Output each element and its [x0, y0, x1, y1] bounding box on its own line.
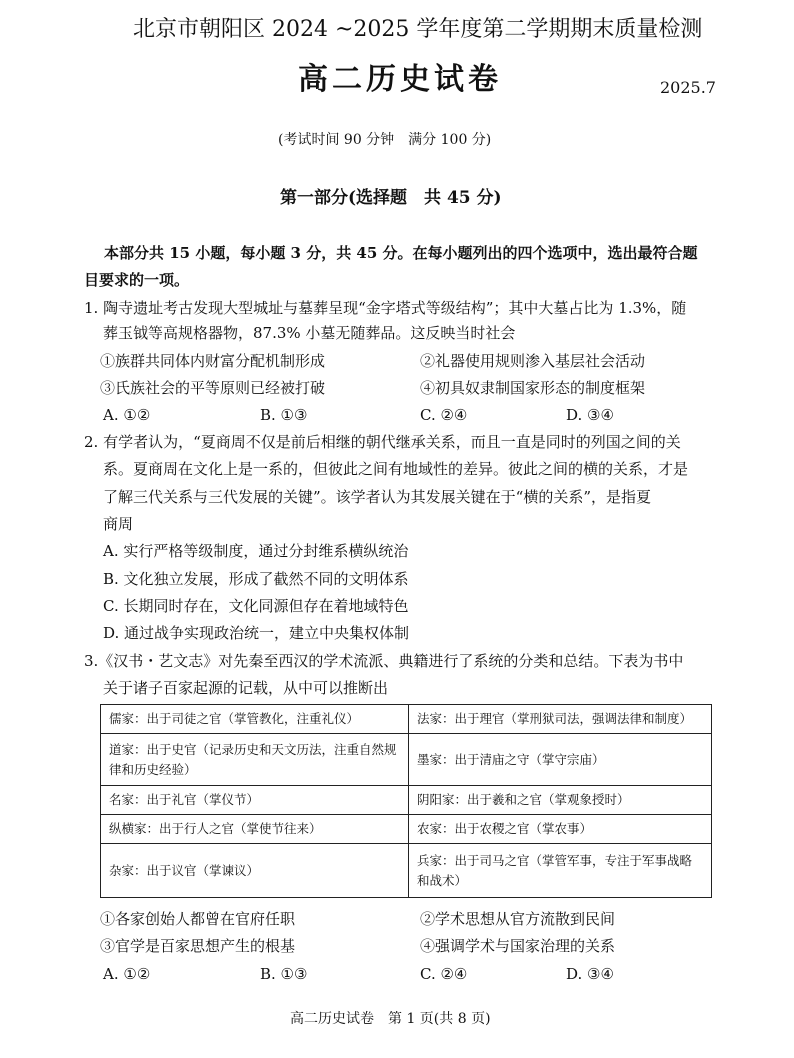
q1-option-c[interactable]: C. ②④ — [420, 406, 468, 424]
q2-stem-line-2: 系。夏商周在文化上是一系的，但彼此之间有地域性的差异。彼此之间的横的关系，才是 — [103, 460, 689, 478]
q2-stem-line-1: 2. 有学者认为，“夏商周不仅是前后相继的朝代继承关系，而且一直是同时的列国之间的关 — [84, 433, 681, 451]
q2-option-c[interactable]: C. 长期同时存在，文化同源但存在着地域特色 — [103, 597, 409, 615]
q2-option-b[interactable]: B. 文化独立发展，形成了截然不同的文明体系 — [103, 570, 409, 588]
q3-statement-2: ②学术思想从官方流散到民间 — [420, 910, 616, 928]
q1-statement-2: ②礼器使用规则渗入基层社会活动 — [420, 352, 646, 370]
table-cell: 墨家：出于清庙之守（掌守宗庙） — [409, 734, 712, 786]
q3-stem-line-2: 关于诸子百家起源的记载，从中可以推断出 — [103, 679, 389, 697]
q1-option-b[interactable]: B. ①③ — [260, 406, 308, 424]
exam-date: 2025.7 — [660, 78, 716, 97]
table-cell: 阴阳家：出于羲和之官（掌观象授时） — [409, 786, 712, 815]
q1-statement-1: ①族群共同体内财富分配机制形成 — [100, 352, 326, 370]
q1-stem-line-2: 葬玉钺等高规格器物，87.3% 小墓无随葬品。这反映当时社会 — [103, 324, 516, 342]
q1-statement-4: ④初具奴隶制国家形态的制度框架 — [420, 379, 646, 397]
q1-option-a[interactable]: A. ①② — [103, 406, 151, 424]
intro-line-1: 本部分共 15 小题，每小题 3 分，共 45 分。在每小题列出的四个选项中，选出最符合题 — [104, 244, 698, 262]
q2-stem-line-3: 了解三代关系与三代发展的关键”。该学者认为其发展关键在于“横的关系”，是指夏 — [103, 488, 652, 506]
table-cell: 法家：出于理官（掌刑狱司法，强调法律和制度） — [409, 705, 712, 734]
page-footer: 高二历史试卷 第 1 页(共 8 页) — [290, 1011, 491, 1027]
exam-subtitle: (考试时间 90 分钟 满分 100 分) — [278, 132, 492, 148]
table-cell: 杂家：出于议官（掌谏议） — [101, 844, 409, 898]
exam-header: 北京市朝阳区 2024 ~2025 学年度第二学期期末质量检测 — [133, 17, 703, 42]
section-title: 第一部分(选择题 共 45 分) — [280, 188, 502, 208]
table-cell: 儒家：出于司徒之官（掌管教化，注重礼仪） — [101, 705, 409, 734]
q1-stem-line-1: 1. 陶寺遗址考古发现大型城址与墓葬呈现“金字塔式等级结构”；其中大墓占比为 1.3%，随 — [84, 299, 687, 317]
q1-option-d[interactable]: D. ③④ — [566, 406, 614, 424]
q3-statement-3: ③官学是百家思想产生的根基 — [100, 937, 296, 955]
table-cell: 兵家：出于司马之官（掌管军事，专注于军事战略和战术） — [409, 844, 712, 898]
q3-option-c[interactable]: C. ②④ — [420, 965, 468, 983]
table-cell: 纵横家：出于行人之官（掌使节往来） — [101, 815, 409, 844]
q3-option-d[interactable]: D. ③④ — [566, 965, 614, 983]
q2-stem-line-4: 商周 — [103, 515, 134, 533]
q3-statement-4: ④强调学术与国家治理的关系 — [420, 937, 616, 955]
q3-stem-line-1: 3.《汉书・艺文志》对先秦至西汉的学术流派、典籍进行了系统的分类和总结。下表为书中 — [84, 652, 684, 670]
q2-option-a[interactable]: A. 实行严格等级制度，通过分封维系横纵统治 — [103, 542, 409, 560]
table-cell: 农家：出于农稷之官（掌农事） — [409, 815, 712, 844]
q2-option-d[interactable]: D. 通过战争实现政治统一，建立中央集权体制 — [103, 624, 410, 642]
q1-statement-3: ③氏族社会的平等原则已经被打破 — [100, 379, 326, 397]
origins-table — [100, 704, 712, 898]
q3-option-b[interactable]: B. ①③ — [260, 965, 308, 983]
intro-line-2: 目要求的一项。 — [84, 271, 190, 289]
exam-title: 高二历史试卷 — [298, 62, 502, 97]
table-cell: 道家：出于史官（记录历史和天文历法，注重自然规律和历史经验） — [101, 734, 409, 786]
table-cell: 名家：出于礼官（掌仪节） — [101, 786, 409, 815]
q3-option-a[interactable]: A. ①② — [103, 965, 151, 983]
q3-statement-1: ①各家创始人都曾在官府任职 — [100, 910, 296, 928]
